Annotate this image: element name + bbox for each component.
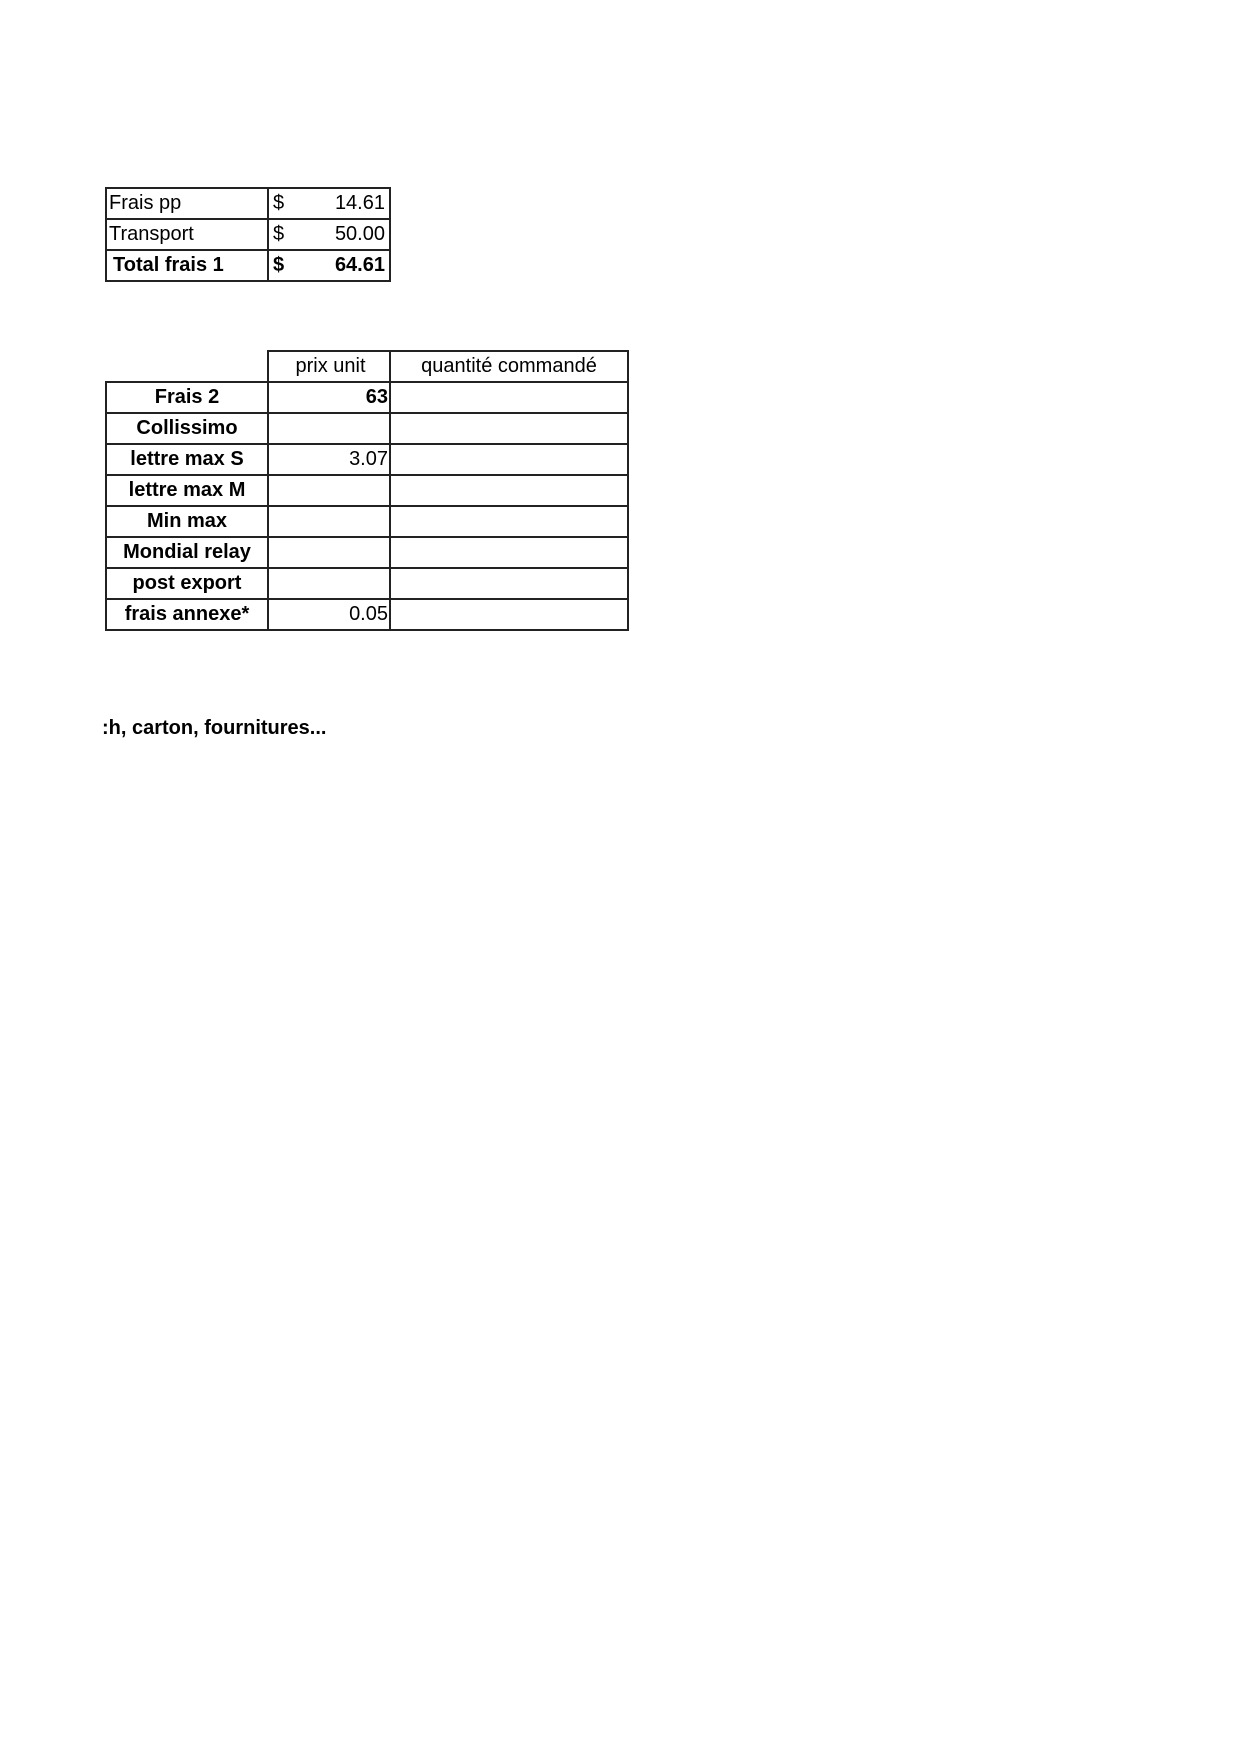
- price-cell[interactable]: [268, 568, 390, 599]
- price-cell[interactable]: [268, 537, 390, 568]
- quantity-cell[interactable]: [390, 444, 628, 475]
- detail-row: [106, 413, 628, 444]
- header-row: [106, 351, 628, 382]
- amount-value: 64.61: [334, 254, 385, 276]
- row-label: lettre max S: [106, 444, 268, 475]
- quantity-header: quantité commandé: [390, 351, 628, 382]
- row-label: Collissimo: [106, 413, 268, 444]
- detail-row: [106, 568, 628, 599]
- detail-row: [106, 475, 628, 506]
- detail-row: [106, 537, 628, 568]
- quantity-cell[interactable]: [390, 568, 628, 599]
- summary-row: [106, 219, 390, 250]
- summary-label: Frais pp: [106, 188, 268, 219]
- quantity-cell[interactable]: [390, 599, 628, 630]
- price-cell[interactable]: [268, 413, 390, 444]
- currency-symbol: $: [273, 192, 285, 214]
- quantity-cell[interactable]: [390, 537, 628, 568]
- summary-amount-cell: [268, 250, 390, 281]
- detail-row: [106, 506, 628, 537]
- amount-value: 14.61: [334, 192, 385, 214]
- price-cell[interactable]: 3.07: [268, 444, 390, 475]
- summary-table: [105, 187, 391, 282]
- quantity-cell[interactable]: [390, 382, 628, 413]
- row-label: Frais 2: [106, 382, 268, 413]
- summary-row: [106, 250, 390, 281]
- summary-label: Transport: [106, 219, 268, 250]
- row-label: post export: [106, 568, 268, 599]
- summary-label: Total frais 1: [106, 250, 268, 281]
- price-header: prix unit: [268, 351, 390, 382]
- detail-row: [106, 444, 628, 475]
- currency-symbol: $: [273, 254, 285, 276]
- quantity-cell[interactable]: [390, 413, 628, 444]
- price-cell[interactable]: 0.05: [268, 599, 390, 630]
- empty-header-cell: [106, 351, 268, 382]
- currency-symbol: $: [273, 223, 285, 245]
- summary-amount-cell: [268, 188, 390, 219]
- price-cell[interactable]: [268, 475, 390, 506]
- detail-row: [106, 382, 628, 413]
- quantity-cell[interactable]: [390, 506, 628, 537]
- row-label: Mondial relay: [106, 537, 268, 568]
- footnote-text: :h, carton, fournitures...: [102, 717, 327, 739]
- quantity-cell[interactable]: [390, 475, 628, 506]
- row-label: Min max: [106, 506, 268, 537]
- summary-amount-cell: [268, 219, 390, 250]
- detail-row: [106, 599, 628, 630]
- row-label: frais annexe*: [106, 599, 268, 630]
- detail-table: [105, 350, 629, 631]
- amount-value: 50.00: [334, 223, 385, 245]
- price-cell[interactable]: 63: [268, 382, 390, 413]
- summary-row: [106, 188, 390, 219]
- price-cell[interactable]: [268, 506, 390, 537]
- row-label: lettre max M: [106, 475, 268, 506]
